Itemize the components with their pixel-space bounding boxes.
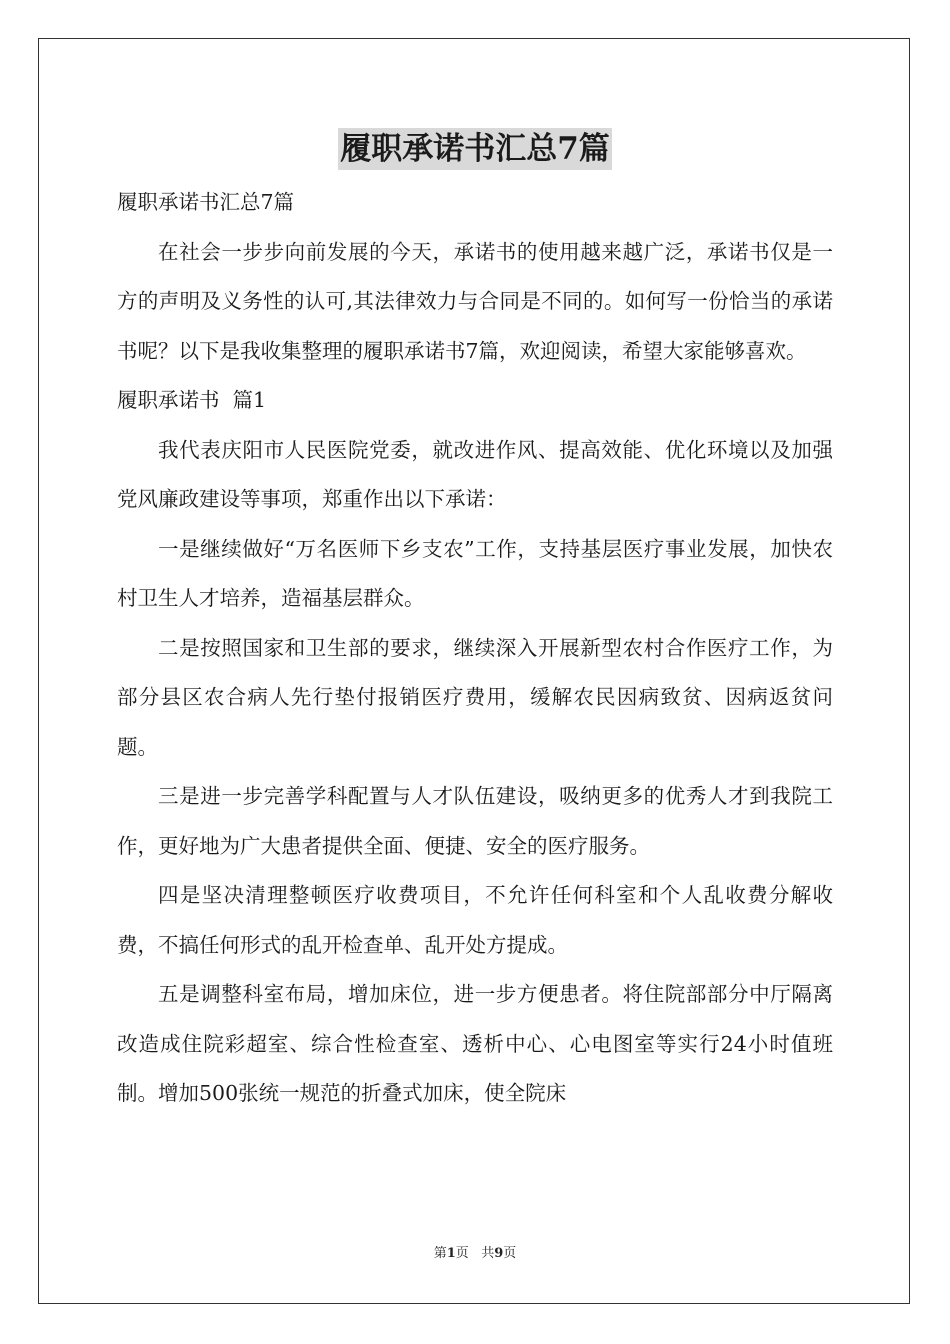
body-paragraph: 我代表庆阳市人民医院党委，就改进作风、提高效能、优化环境以及加强党风廉政建设等事项，郑重作出以下承诺： xyxy=(117,437,833,511)
page-footer xyxy=(0,1245,950,1263)
body-paragraph: 五是调整科室布局，增加床位，进一步方便患者。将住院部部分中厅隔离改造成住院彩超室、综合性检查室、透析中心、心电图室等实行24小时值班制。增加500张统一规范的折叠式加床，使全院床 xyxy=(117,982,833,1105)
intro-paragraph: 在社会一步步向前发展的今天，承诺书的使用越来越广泛，承诺书仅是一方的声明及义务性的认可,其法律效力与合同是不同的。如何写一份恰当的承诺书呢？以下是我收集整理的履职承诺书7篇，欢迎阅读，希望大家能够喜欢。 xyxy=(117,239,833,363)
page-mid-text: 页 共 xyxy=(455,1246,495,1261)
page-suffix: 页 xyxy=(503,1246,517,1261)
document-title: 履职承诺书汇总7篇 xyxy=(338,128,612,170)
body-paragraph: 一是继续做好“万名医师下乡支农”工作，支持基层医疗事业发展，加快农村卫生人才培养，造福基层群众。 xyxy=(117,536,833,610)
body-paragraph: 三是进一步完善学科配置与人才队伍建设，吸纳更多的优秀人才到我院工作，更好地为广大患者提供全面、便捷、安全的医疗服务。 xyxy=(117,784,833,858)
current-page-number: 1 xyxy=(446,1246,456,1261)
body-paragraph: 四是坚决清理整顿医疗收费项目，不允许任何科室和个人乱收费分解收费，不搞任何形式的乱开检查单、乱开处方提成。 xyxy=(117,883,833,957)
body-paragraph: 二是按照国家和卫生部的要求，继续深入开展新型农村合作医疗工作，为部分县区农合病人先行垫付报销医疗费用，缓解农民因病致贫、因病返贫问题。 xyxy=(117,635,833,759)
title-container xyxy=(0,128,950,170)
total-page-number: 9 xyxy=(494,1246,504,1261)
page-prefix: 第 xyxy=(433,1246,447,1261)
document-body xyxy=(117,178,833,1119)
document-subtitle: 履职承诺书汇总7篇 xyxy=(117,190,295,214)
section-heading: 履职承诺书 篇1 xyxy=(117,388,267,412)
